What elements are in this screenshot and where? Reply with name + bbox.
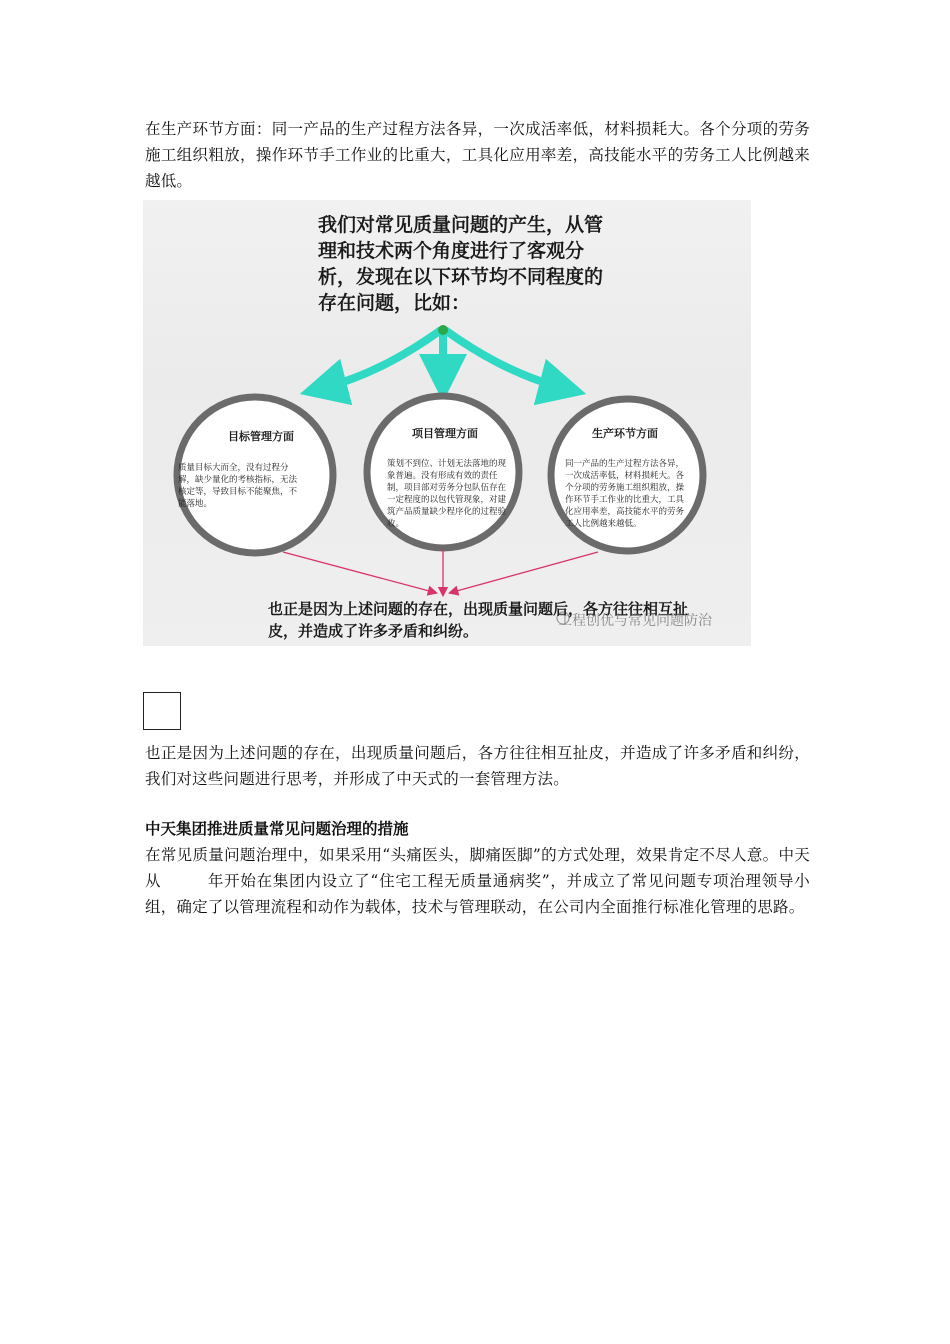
paragraph-measures-part1: 在常见质量问题治理中，如果采用“头痛医头，脚痛医脚”的方式处理，效果肯定不尽人意。中天从 [145,846,810,890]
paragraph-production: 在生产环节方面：同一产品的生产过程方法各异，一次成活率低，材料损耗大。各个分项的劳务施工组织粗放，操作环节手工作业的比重大，工具化应用率差，高技能水平的劳务工人比例越来越低。 [145,120,810,190]
paragraph-disputes: 也正是因为上述问题的存在，出现质量问题后，各方往往相互扯皮，并造成了许多矛盾和纠纷，我们对这些问题进行思考，并形成了中天式的一套管理方法。 [145,744,810,788]
red-arrow-left [283,552,433,592]
arrow-right [445,330,563,388]
circle-title-production: 生产环节方面 [592,427,658,440]
analysis-figure [143,200,751,646]
circle-body-production: 同一产品的生产过程方法各异，一次成活率低，材料损耗大。各个分项的劳务施工组织粗放，操作环节手工作业的比重大，工具化应用率差，高技能水平的劳务工人比例越来越低。 [565,459,685,529]
circle-title-target: 目标管理方面 [228,430,294,443]
circle-body-target: 质量目标大而全，没有过程分解，缺少量化的考核指标，无法核定等，导致目标不能聚焦，不能落地。 [178,463,298,509]
figure-watermark: 工程创优与常见问题防治 [558,613,712,629]
arrow-left [323,330,441,388]
circle-body-project: 策划不到位、计划无法落地的现象普遍。没有形成有效的责任制，项目部对劳务分包队伍存在一定程度的以包代管现象，对建筑产品质量缺少程序化的过程验收。 [387,459,507,529]
circle-title-project: 项目管理方面 [412,427,478,440]
figure-conclusion-text: 也正是因为上述问题的存在，出现质量问题后，各方往往相互扯皮，并造成了许多矛盾和纠纷。 [268,600,689,640]
image-placeholder [143,692,181,730]
section-heading: 中天集团推进质量常见问题治理的措施 [145,820,409,838]
figure-intro-text: 我们对常见质量问题的产生，从管理和技术两个角度进行了客观分析，发现在以下环节均不同程度的存在问题，比如： [318,214,604,314]
branch-node [438,325,448,335]
paragraph-measures-part2: 年开始在集团内设立了“住宅工程无质量通病奖”，并成立了常见问题专项治理领导小组，确定了以管理流程和动作为载体，技术与管理联动，在公司内全面推行标准化管理的思路。 [145,872,811,916]
paragraph-measures [145,842,810,920]
red-arrow-right [453,552,598,592]
